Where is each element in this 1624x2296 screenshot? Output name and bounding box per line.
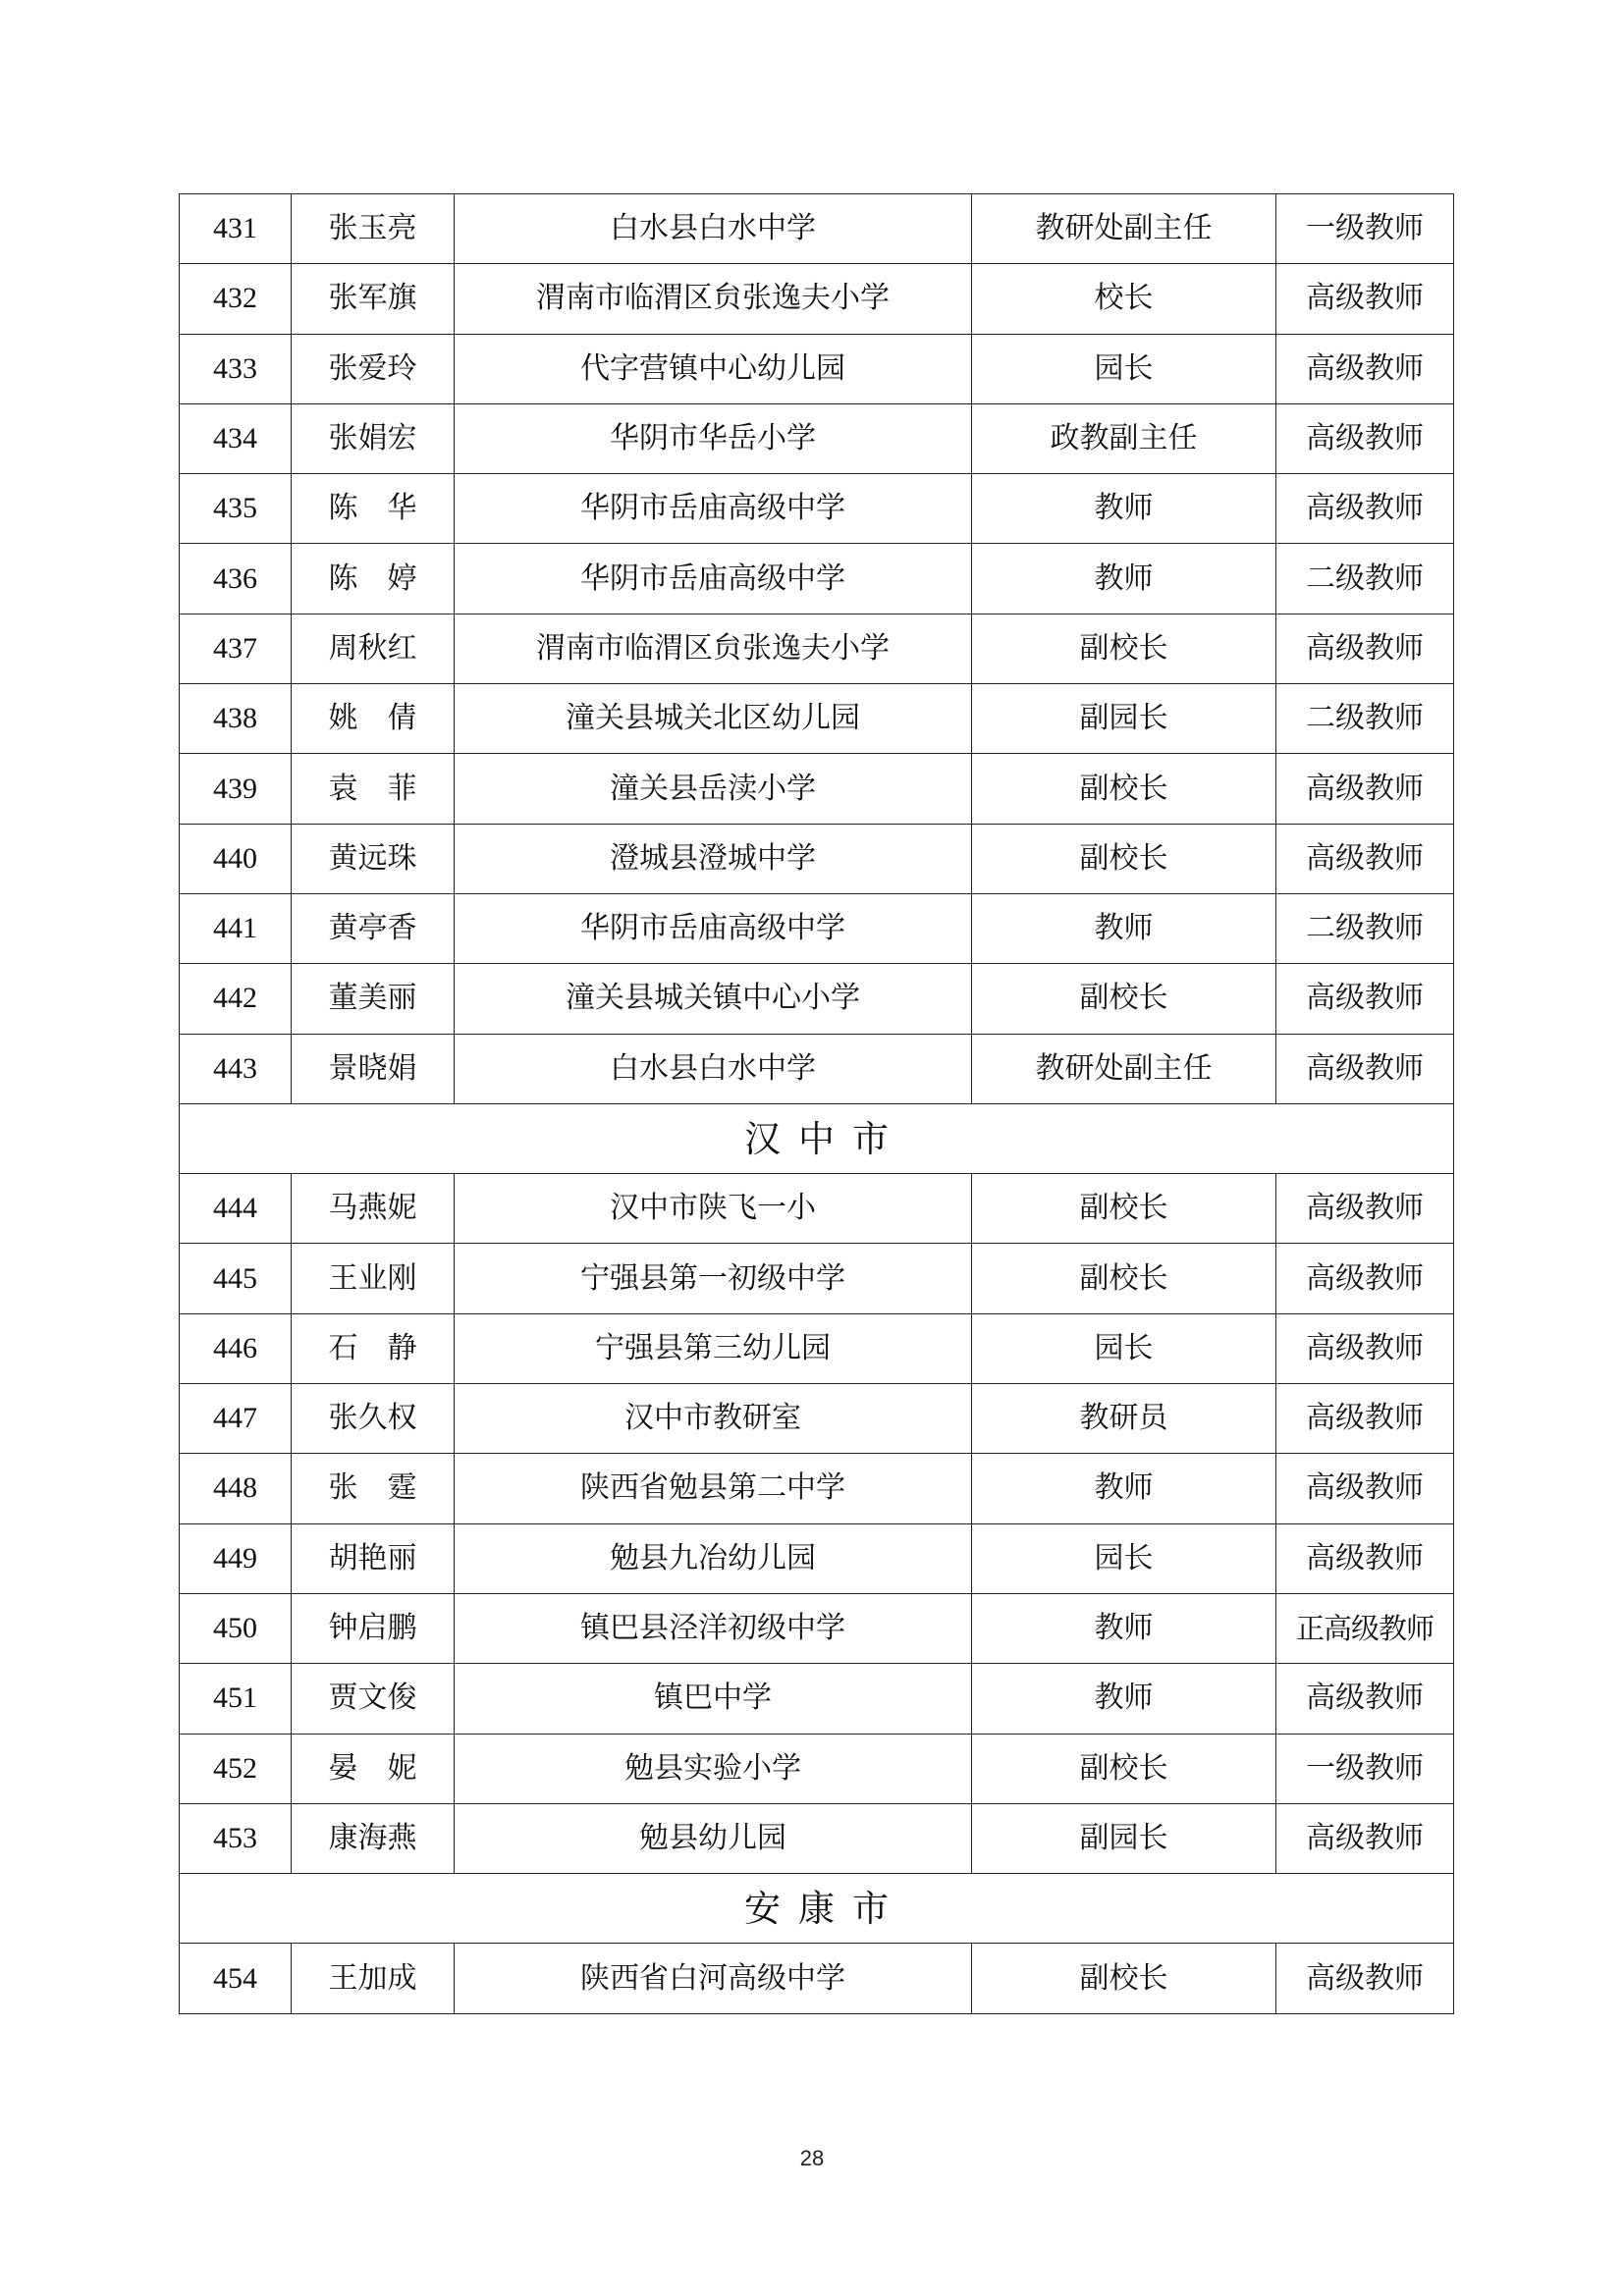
teacher-roster-table xyxy=(179,193,1454,2014)
professional-title-cell: 高级教师 xyxy=(1276,403,1454,473)
job-position-cell: 副校长 xyxy=(972,614,1276,683)
job-position-cell: 副园长 xyxy=(972,1803,1276,1873)
work-unit-cell: 镇巴县泾洋初级中学 xyxy=(455,1593,972,1663)
work-unit-cell: 渭南市临渭区贠张逸夫小学 xyxy=(455,614,972,683)
row-number-cell: 431 xyxy=(180,194,292,264)
teacher-name-cell: 张爱玲 xyxy=(292,334,455,403)
table-row xyxy=(180,1944,1454,2013)
roster-body xyxy=(180,194,1454,2014)
teacher-name-cell: 张久权 xyxy=(292,1384,455,1454)
table-row xyxy=(180,194,1454,264)
row-number-cell: 442 xyxy=(180,964,292,1034)
row-number-cell: 444 xyxy=(180,1174,292,1244)
teacher-name-cell: 张玉亮 xyxy=(292,194,455,264)
table-row xyxy=(180,1734,1454,1803)
professional-title-cell: 高级教师 xyxy=(1276,1034,1454,1103)
row-number-cell: 436 xyxy=(180,544,292,614)
job-position-cell: 教研处副主任 xyxy=(972,194,1276,264)
professional-title-cell: 高级教师 xyxy=(1276,754,1454,824)
table-row xyxy=(180,1664,1454,1734)
city-section-row xyxy=(180,1103,1454,1173)
table-row xyxy=(180,264,1454,334)
city-section-heading: 安康市 xyxy=(180,1874,1454,1944)
teacher-name-cell: 袁 菲 xyxy=(292,754,455,824)
professional-title-cell: 二级教师 xyxy=(1276,893,1454,963)
job-position-cell: 园长 xyxy=(972,334,1276,403)
teacher-name-cell: 张军旗 xyxy=(292,264,455,334)
professional-title-cell: 高级教师 xyxy=(1276,474,1454,544)
work-unit-cell: 华阴市岳庙高级中学 xyxy=(455,474,972,544)
work-unit-cell: 镇巴中学 xyxy=(455,1664,972,1734)
row-number-cell: 440 xyxy=(180,824,292,893)
professional-title-cell: 高级教师 xyxy=(1276,1944,1454,2013)
row-number-cell: 450 xyxy=(180,1593,292,1663)
work-unit-cell: 潼关县岳渎小学 xyxy=(455,754,972,824)
table-row xyxy=(180,1313,1454,1383)
table-row xyxy=(180,1244,1454,1313)
row-number-cell: 448 xyxy=(180,1454,292,1523)
teacher-name-cell: 王业刚 xyxy=(292,1244,455,1313)
teacher-name-cell: 张娟宏 xyxy=(292,403,455,473)
professional-title-cell: 高级教师 xyxy=(1276,824,1454,893)
work-unit-cell: 汉中市教研室 xyxy=(455,1384,972,1454)
professional-title-cell: 高级教师 xyxy=(1276,1384,1454,1454)
work-unit-cell: 潼关县城关北区幼儿园 xyxy=(455,684,972,754)
professional-title-cell: 高级教师 xyxy=(1276,964,1454,1034)
table-row xyxy=(180,1174,1454,1244)
work-unit-cell: 勉县实验小学 xyxy=(455,1734,972,1803)
professional-title-cell: 二级教师 xyxy=(1276,684,1454,754)
job-position-cell: 副园长 xyxy=(972,684,1276,754)
row-number-cell: 445 xyxy=(180,1244,292,1313)
table-row xyxy=(180,1034,1454,1103)
teacher-name-cell: 康海燕 xyxy=(292,1803,455,1873)
row-number-cell: 437 xyxy=(180,614,292,683)
row-number-cell: 434 xyxy=(180,403,292,473)
professional-title-cell: 高级教师 xyxy=(1276,1454,1454,1523)
table-row xyxy=(180,544,1454,614)
table-row xyxy=(180,1523,1454,1593)
job-position-cell: 教师 xyxy=(972,474,1276,544)
job-position-cell: 副校长 xyxy=(972,824,1276,893)
teacher-name-cell: 马燕妮 xyxy=(292,1174,455,1244)
row-number-cell: 432 xyxy=(180,264,292,334)
job-position-cell: 副校长 xyxy=(972,1244,1276,1313)
job-position-cell: 教师 xyxy=(972,544,1276,614)
row-number-cell: 433 xyxy=(180,334,292,403)
row-number-cell: 453 xyxy=(180,1803,292,1873)
professional-title-cell: 一级教师 xyxy=(1276,194,1454,264)
table-row xyxy=(180,614,1454,683)
table-row xyxy=(180,1803,1454,1873)
row-number-cell: 443 xyxy=(180,1034,292,1103)
professional-title-cell: 高级教师 xyxy=(1276,1523,1454,1593)
row-number-cell: 438 xyxy=(180,684,292,754)
teacher-name-cell: 张 霆 xyxy=(292,1454,455,1523)
work-unit-cell: 华阴市岳庙高级中学 xyxy=(455,893,972,963)
professional-title-cell: 一级教师 xyxy=(1276,1734,1454,1803)
row-number-cell: 435 xyxy=(180,474,292,544)
professional-title-cell: 高级教师 xyxy=(1276,264,1454,334)
teacher-name-cell: 王加成 xyxy=(292,1944,455,2013)
page-number: 28 xyxy=(799,2146,825,2170)
teacher-name-cell: 董美丽 xyxy=(292,964,455,1034)
work-unit-cell: 华阴市岳庙高级中学 xyxy=(455,544,972,614)
teacher-name-cell: 黄亭香 xyxy=(292,893,455,963)
work-unit-cell: 汉中市陕飞一小 xyxy=(455,1174,972,1244)
row-number-cell: 452 xyxy=(180,1734,292,1803)
work-unit-cell: 潼关县城关镇中心小学 xyxy=(455,964,972,1034)
job-position-cell: 园长 xyxy=(972,1523,1276,1593)
job-position-cell: 政教副主任 xyxy=(972,403,1276,473)
teacher-name-cell: 姚 倩 xyxy=(292,684,455,754)
job-position-cell: 教师 xyxy=(972,1664,1276,1734)
city-section-row xyxy=(180,1874,1454,1944)
work-unit-cell: 渭南市临渭区贠张逸夫小学 xyxy=(455,264,972,334)
job-position-cell: 副校长 xyxy=(972,1174,1276,1244)
row-number-cell: 439 xyxy=(180,754,292,824)
work-unit-cell: 白水县白水中学 xyxy=(455,194,972,264)
professional-title-cell: 高级教师 xyxy=(1276,1174,1454,1244)
teacher-name-cell: 贾文俊 xyxy=(292,1664,455,1734)
work-unit-cell: 澄城县澄城中学 xyxy=(455,824,972,893)
job-position-cell: 教研员 xyxy=(972,1384,1276,1454)
work-unit-cell: 代字营镇中心幼儿园 xyxy=(455,334,972,403)
professional-title-cell: 正高级教师 xyxy=(1276,1593,1454,1663)
professional-title-cell: 二级教师 xyxy=(1276,544,1454,614)
professional-title-cell: 高级教师 xyxy=(1276,614,1454,683)
teacher-name-cell: 胡艳丽 xyxy=(292,1523,455,1593)
job-position-cell: 校长 xyxy=(972,264,1276,334)
teacher-name-cell: 陈 婷 xyxy=(292,544,455,614)
work-unit-cell: 宁强县第三幼儿园 xyxy=(455,1313,972,1383)
job-position-cell: 副校长 xyxy=(972,964,1276,1034)
work-unit-cell: 陕西省勉县第二中学 xyxy=(455,1454,972,1523)
professional-title-cell: 高级教师 xyxy=(1276,1244,1454,1313)
job-position-cell: 教研处副主任 xyxy=(972,1034,1276,1103)
professional-title-cell: 高级教师 xyxy=(1276,334,1454,403)
job-position-cell: 教师 xyxy=(972,1593,1276,1663)
table-row xyxy=(180,1384,1454,1454)
professional-title-cell: 高级教师 xyxy=(1276,1664,1454,1734)
work-unit-cell: 华阴市华岳小学 xyxy=(455,403,972,473)
job-position-cell: 教师 xyxy=(972,1454,1276,1523)
work-unit-cell: 勉县九冶幼儿园 xyxy=(455,1523,972,1593)
job-position-cell: 副校长 xyxy=(972,1944,1276,2013)
job-position-cell: 副校长 xyxy=(972,1734,1276,1803)
teacher-name-cell: 石 静 xyxy=(292,1313,455,1383)
table-row xyxy=(180,403,1454,473)
teacher-name-cell: 景晓娟 xyxy=(292,1034,455,1103)
teacher-name-cell: 钟启鹏 xyxy=(292,1593,455,1663)
job-position-cell: 教师 xyxy=(972,893,1276,963)
table-row xyxy=(180,1454,1454,1523)
table-row xyxy=(180,1593,1454,1663)
table-row xyxy=(180,684,1454,754)
table-row xyxy=(180,754,1454,824)
work-unit-cell: 白水县白水中学 xyxy=(455,1034,972,1103)
row-number-cell: 449 xyxy=(180,1523,292,1593)
teacher-name-cell: 黄远珠 xyxy=(292,824,455,893)
teacher-name-cell: 陈 华 xyxy=(292,474,455,544)
row-number-cell: 451 xyxy=(180,1664,292,1734)
row-number-cell: 441 xyxy=(180,893,292,963)
row-number-cell: 446 xyxy=(180,1313,292,1383)
row-number-cell: 447 xyxy=(180,1384,292,1454)
teacher-name-cell: 周秋红 xyxy=(292,614,455,683)
table-row xyxy=(180,824,1454,893)
row-number-cell: 454 xyxy=(180,1944,292,2013)
teacher-name-cell: 晏 妮 xyxy=(292,1734,455,1803)
city-section-heading: 汉中市 xyxy=(180,1103,1454,1173)
job-position-cell: 园长 xyxy=(972,1313,1276,1383)
table-row xyxy=(180,893,1454,963)
table-row xyxy=(180,334,1454,403)
table-row xyxy=(180,474,1454,544)
work-unit-cell: 勉县幼儿园 xyxy=(455,1803,972,1873)
table-row xyxy=(180,964,1454,1034)
work-unit-cell: 宁强县第一初级中学 xyxy=(455,1244,972,1313)
professional-title-cell: 高级教师 xyxy=(1276,1803,1454,1873)
job-position-cell: 副校长 xyxy=(972,754,1276,824)
professional-title-cell: 高级教师 xyxy=(1276,1313,1454,1383)
work-unit-cell: 陕西省白河高级中学 xyxy=(455,1944,972,2013)
